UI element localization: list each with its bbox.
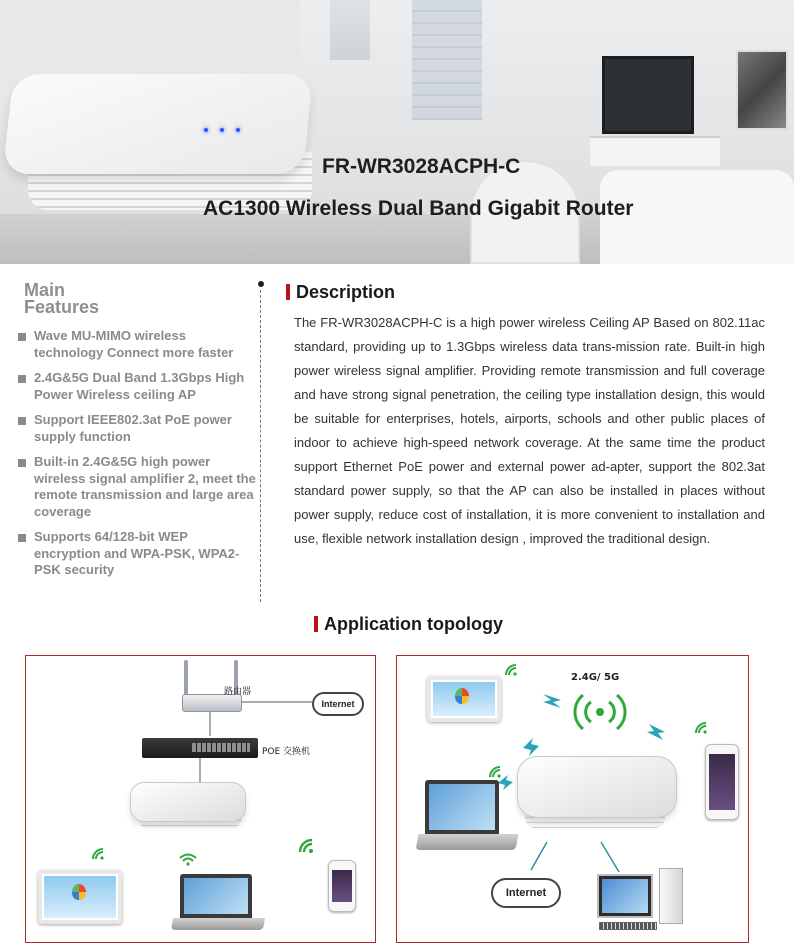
wifi-signal-icon <box>487 764 503 780</box>
smartphone-device <box>328 860 356 912</box>
ceiling-ap-device <box>517 756 677 818</box>
topology-heading-text: Application topology <box>324 614 503 634</box>
router-top <box>3 74 314 174</box>
internet-cloud-icon <box>491 878 561 908</box>
square-bullet-icon <box>18 375 26 383</box>
wifi-signal-icon <box>178 852 198 866</box>
laptop-base <box>171 918 265 930</box>
main-features <box>16 282 256 588</box>
hero-tv <box>602 56 694 134</box>
laptop-screen <box>184 878 248 914</box>
wifi-signal-icon <box>693 720 709 736</box>
product-title: AC1300 Wireless Dual Band Gigabit Router <box>203 197 634 220</box>
feature-item <box>16 529 256 579</box>
poe-switch-device <box>142 738 258 758</box>
monitor-screen <box>602 879 648 913</box>
smartphone-device <box>705 744 739 820</box>
square-bullet-icon <box>18 333 26 341</box>
feature-item <box>16 370 256 403</box>
laptop-lid <box>180 874 252 918</box>
antenna <box>184 660 188 696</box>
feature-text: 2.4G&5G Dual Band 1.3Gbps High Power Wireless ceiling AP <box>34 370 245 402</box>
features-title-line2: Features <box>24 297 100 317</box>
band-label: 2.4G/ 5G <box>571 672 620 683</box>
laptop-device <box>172 874 268 934</box>
description-heading-text: Description <box>296 282 396 302</box>
wifi-signal-icon <box>90 846 106 862</box>
feature-text: Support IEEE802.3at PoE power supply function <box>34 412 232 444</box>
hero-window <box>412 0 482 120</box>
internet-label: Internet <box>321 699 355 709</box>
feature-text: Wave MU-MIMO wireless technology Connect more faster <box>34 328 234 360</box>
laptop-base <box>416 834 519 850</box>
column-divider <box>260 290 261 602</box>
laptop-device <box>417 780 521 856</box>
hero-banner <box>0 0 794 264</box>
hero-wall-picture <box>736 50 788 130</box>
features-title <box>24 282 256 316</box>
laptop-screen <box>429 784 495 830</box>
balloon-icon <box>455 688 469 704</box>
wifi-signal-icon <box>298 838 318 856</box>
balloon-icon <box>72 884 86 900</box>
ceiling-ap-device <box>130 782 246 822</box>
description-heading <box>286 282 395 303</box>
heading-marker-icon <box>314 616 318 632</box>
square-bullet-icon <box>18 534 26 542</box>
feature-text: Supports 64/128-bit WEP encryption and WPA-PSK, WPA2-PSK security <box>34 529 240 577</box>
features-list <box>16 328 256 579</box>
topology-heading <box>314 614 503 635</box>
switch-label: POE 交换机 <box>262 747 311 757</box>
topology-diagram-right <box>396 655 749 943</box>
feature-item <box>16 328 256 361</box>
desktop-monitor <box>597 874 653 918</box>
description-body: The FR-WR3028ACPH-C is a high power wireless Ceiling AP Based on 802.11ac standard, providing up to 1.3Gbps wireless data trans-mission rate. Built-in high power wireless signal amplifier. Providing remote transmission and full coverage and have strong signal penetration, the ceiling type installation design, this would be suitable for enterprises, hotels, airports, schools and other public places of indoor to achieve high-speed network coverage. At the same time the product support Ethernet PoE power and external power ad-apter, support the 802.3at standard power supply, so that the AP can also be installed in places without power supply, reduce cost of installation, it is more convenient to installation and use, flexible network installation design , improved the traditional design. <box>294 315 765 546</box>
heading-marker-icon <box>286 284 290 300</box>
router-led <box>204 128 208 132</box>
switch-ports <box>192 743 250 752</box>
internet-label: Internet <box>505 887 547 899</box>
square-bullet-icon <box>18 417 26 425</box>
square-bullet-icon <box>18 459 26 467</box>
tablet-device <box>38 870 122 924</box>
router-led <box>236 128 240 132</box>
divider-dot <box>258 281 264 287</box>
feature-text: Built-in 2.4G&5G high power wireless signal amplifier 2, meet the remote transmission and large area coverage <box>34 454 256 519</box>
product-model: FR-WR3028ACPH-C <box>322 155 521 178</box>
topology-diagram-left <box>25 655 376 943</box>
hero-tv-stand <box>590 136 720 166</box>
keyboard <box>599 922 657 930</box>
broadcast-signal-icon <box>571 690 629 734</box>
hero-window-left <box>330 0 370 60</box>
laptop-lid <box>425 780 499 834</box>
hero-wall <box>0 0 300 62</box>
router-label: 路由器 <box>224 687 252 697</box>
feature-item <box>16 454 256 520</box>
phone-screen <box>332 870 352 902</box>
internet-cloud-icon <box>312 692 364 716</box>
router-led <box>220 128 224 132</box>
wifi-signal-icon <box>503 662 519 678</box>
hero-router-image <box>8 64 314 214</box>
feature-item <box>16 412 256 445</box>
tablet-device <box>427 676 501 722</box>
phone-screen <box>709 754 735 810</box>
desktop-tower <box>659 868 683 924</box>
features-title-line1: Main <box>24 280 66 300</box>
